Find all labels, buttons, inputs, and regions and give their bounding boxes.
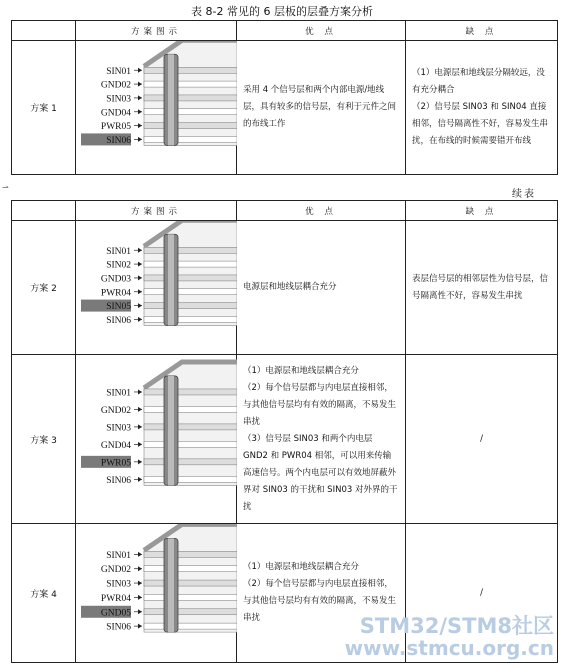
- text-paragraph: （2）信号层 SIN03 和 SIN04 直接相邻，信号隔离性不好，容易发生串扰，在布线的时候需要错开布线: [412, 102, 549, 146]
- layer-band: [144, 389, 237, 395]
- layer-band: [144, 441, 237, 447]
- layer-band: [144, 406, 237, 412]
- arrow-head: [138, 566, 142, 571]
- layer-label: PWR05: [100, 122, 131, 133]
- layer-label: GND03: [100, 274, 131, 285]
- text-paragraph: （1）电源层和地线层耦合充分: [243, 365, 359, 376]
- scheme-name: 方案 2: [12, 221, 76, 355]
- header-blank: [12, 201, 76, 221]
- layer-stack-diagram: [76, 41, 237, 175]
- layer-label: GND05: [100, 608, 131, 619]
- arrow-head: [138, 389, 142, 394]
- arrow-head: [138, 275, 142, 280]
- header-advantages: 优 点: [237, 201, 406, 221]
- layer-stack-svg: [76, 355, 237, 523]
- arrow-head: [138, 137, 142, 142]
- layer-label: GND04: [100, 440, 131, 451]
- arrow-head: [138, 442, 142, 447]
- layer-band: [144, 123, 237, 129]
- layer-stack-svg: [76, 41, 237, 174]
- layer-band: [144, 261, 237, 267]
- arrow-head: [138, 317, 142, 322]
- arrow-head: [138, 123, 142, 128]
- layer-label: GND02: [100, 405, 131, 416]
- text-paragraph: （1）电源层和地线层分隔较远，没有充分耦合: [412, 68, 545, 95]
- header-scheme: 方案图示: [76, 21, 237, 41]
- scheme-name: 方案 1: [12, 41, 76, 175]
- arrow-head: [138, 109, 142, 114]
- disadvantages-cell: [406, 41, 558, 175]
- arrow-head: [138, 95, 142, 100]
- layer-label: PWR04: [100, 288, 131, 299]
- layer-band: [144, 459, 237, 465]
- header-scheme: 方案图示: [76, 201, 237, 221]
- disadvantages-cell: [406, 355, 558, 524]
- layer-label: SIN03: [106, 423, 131, 434]
- layer-band: [144, 95, 237, 101]
- via-core: [168, 376, 174, 485]
- arrow-head: [138, 459, 142, 464]
- layer-band: [144, 275, 237, 281]
- layer-stack-svg: [76, 221, 237, 354]
- layer-band: [144, 136, 237, 142]
- layer-band: [144, 303, 237, 309]
- layer-band: [144, 316, 237, 322]
- layer-label: SIN06: [106, 622, 131, 633]
- layer-band: [144, 476, 237, 482]
- advantages-cell: [237, 41, 406, 175]
- layer-band: [144, 580, 237, 586]
- header-disadvantages: 缺 点: [406, 201, 558, 221]
- layer-stack-diagram: [76, 221, 237, 355]
- arrow-head: [138, 581, 142, 586]
- layer-label: GND02: [100, 80, 131, 91]
- arrow-head: [138, 82, 142, 87]
- via-core: [168, 54, 174, 145]
- arrow-head: [138, 552, 142, 557]
- text-paragraph: （3）信号层 SIN03 和两个内电层 GND2 和 PWR04 相邻，可以用来传输高速信号。两个内电层可以有效地屏蔽外界对 SIN03 的干扰和 SIN03 对外界的干扰: [243, 433, 398, 512]
- layer-label: PWR04: [100, 593, 131, 604]
- watermark-line1: STM32/STM8社区: [359, 614, 554, 638]
- table-part-1: [11, 20, 558, 175]
- arrow-head: [138, 303, 142, 308]
- scheme-row-2: [12, 221, 558, 355]
- text-paragraph: 表层信号层的相邻层性为信号层，信号隔离性不好，容易发生串扰: [412, 273, 549, 301]
- text-paragraph: （2）每个信号层都与内电层直接相邻，与其他信号层均有有效的隔离，不易发生串扰: [243, 382, 397, 427]
- advantages-cell: [237, 355, 406, 524]
- layer-stack-diagram: [76, 355, 237, 524]
- layer-label: SIN01: [106, 66, 131, 77]
- scheme-name: 方案 4: [12, 524, 76, 663]
- layer-label: PWR05: [100, 458, 131, 469]
- layer-band: [144, 424, 237, 430]
- via-core: [168, 538, 174, 632]
- layer-label: GND04: [100, 108, 131, 119]
- layer-band: [144, 109, 237, 115]
- layer-label: SIN01: [106, 246, 131, 257]
- layer-label: GND02: [100, 565, 131, 576]
- layer-label: SIN03: [106, 579, 131, 590]
- layer-label: SIN06: [106, 135, 131, 146]
- text-paragraph: /: [480, 433, 483, 444]
- scheme-row-3: [12, 355, 558, 524]
- arrow-head: [138, 609, 142, 614]
- layer-band: [144, 609, 237, 615]
- scheme-row-1: [12, 41, 558, 175]
- layer-band: [144, 67, 237, 73]
- table-header-row: [12, 21, 558, 41]
- arrow-head: [138, 424, 142, 429]
- via-core: [168, 234, 174, 325]
- text-paragraph: 电源层和地线层耦合充分: [243, 282, 337, 292]
- layer-label: SIN05: [106, 302, 131, 313]
- table-header-row: [12, 201, 558, 221]
- table-title: 表 8-2 常见的 6 层板的层叠方案分析: [191, 5, 373, 18]
- text-paragraph: /: [480, 587, 483, 598]
- layer-label: SIN01: [106, 550, 131, 561]
- layer-label: SIN01: [106, 388, 131, 399]
- continued-label: 续表: [512, 189, 536, 200]
- layer-label: SIN06: [106, 315, 131, 326]
- arrow-head: [138, 68, 142, 73]
- layer-band: [144, 551, 237, 557]
- advantages-cell: [237, 221, 406, 355]
- layer-band: [144, 623, 237, 629]
- header-blank: [12, 21, 76, 41]
- layer-band: [144, 81, 237, 87]
- layer-stack-diagram: [76, 524, 237, 663]
- arrow-head: [138, 477, 142, 482]
- layer-band: [144, 247, 237, 253]
- watermark-line2: www.stmcu.org.cn: [344, 636, 554, 660]
- layer-band: [144, 566, 237, 572]
- arrow-head: [138, 624, 142, 629]
- text-paragraph: （2）每个信号层都与内电层直接相邻，与其他信号层均有有效的隔离，不易发生串扰: [243, 579, 397, 623]
- layer-stack-svg: [76, 524, 237, 662]
- header-advantages: 优 点: [237, 21, 406, 41]
- scheme-name: 方案 3: [12, 355, 76, 524]
- text-paragraph: （1）电源层和地线层耦合充分: [243, 562, 359, 572]
- layer-label: SIN03: [106, 94, 131, 105]
- arrow-head: [138, 595, 142, 600]
- text-paragraph: 采用 4 个信号层和两个内部电源/地线层，具有较多的信号层，有利于元件之间的布线工作: [243, 85, 397, 129]
- arrow-head: [138, 248, 142, 253]
- disadvantages-cell: [406, 221, 558, 355]
- layer-band: [144, 594, 237, 600]
- arrow-head: [138, 289, 142, 294]
- header-disadvantages: 缺 点: [406, 21, 558, 41]
- layer-label: SIN02: [106, 260, 131, 271]
- arrow-head: [138, 262, 142, 267]
- table-part-2: [11, 200, 558, 663]
- arrow-head: [138, 407, 142, 412]
- layer-label: SIN06: [106, 475, 131, 486]
- layer-band: [144, 289, 237, 295]
- margin-arrow-mark: ⇀: [2, 183, 9, 192]
